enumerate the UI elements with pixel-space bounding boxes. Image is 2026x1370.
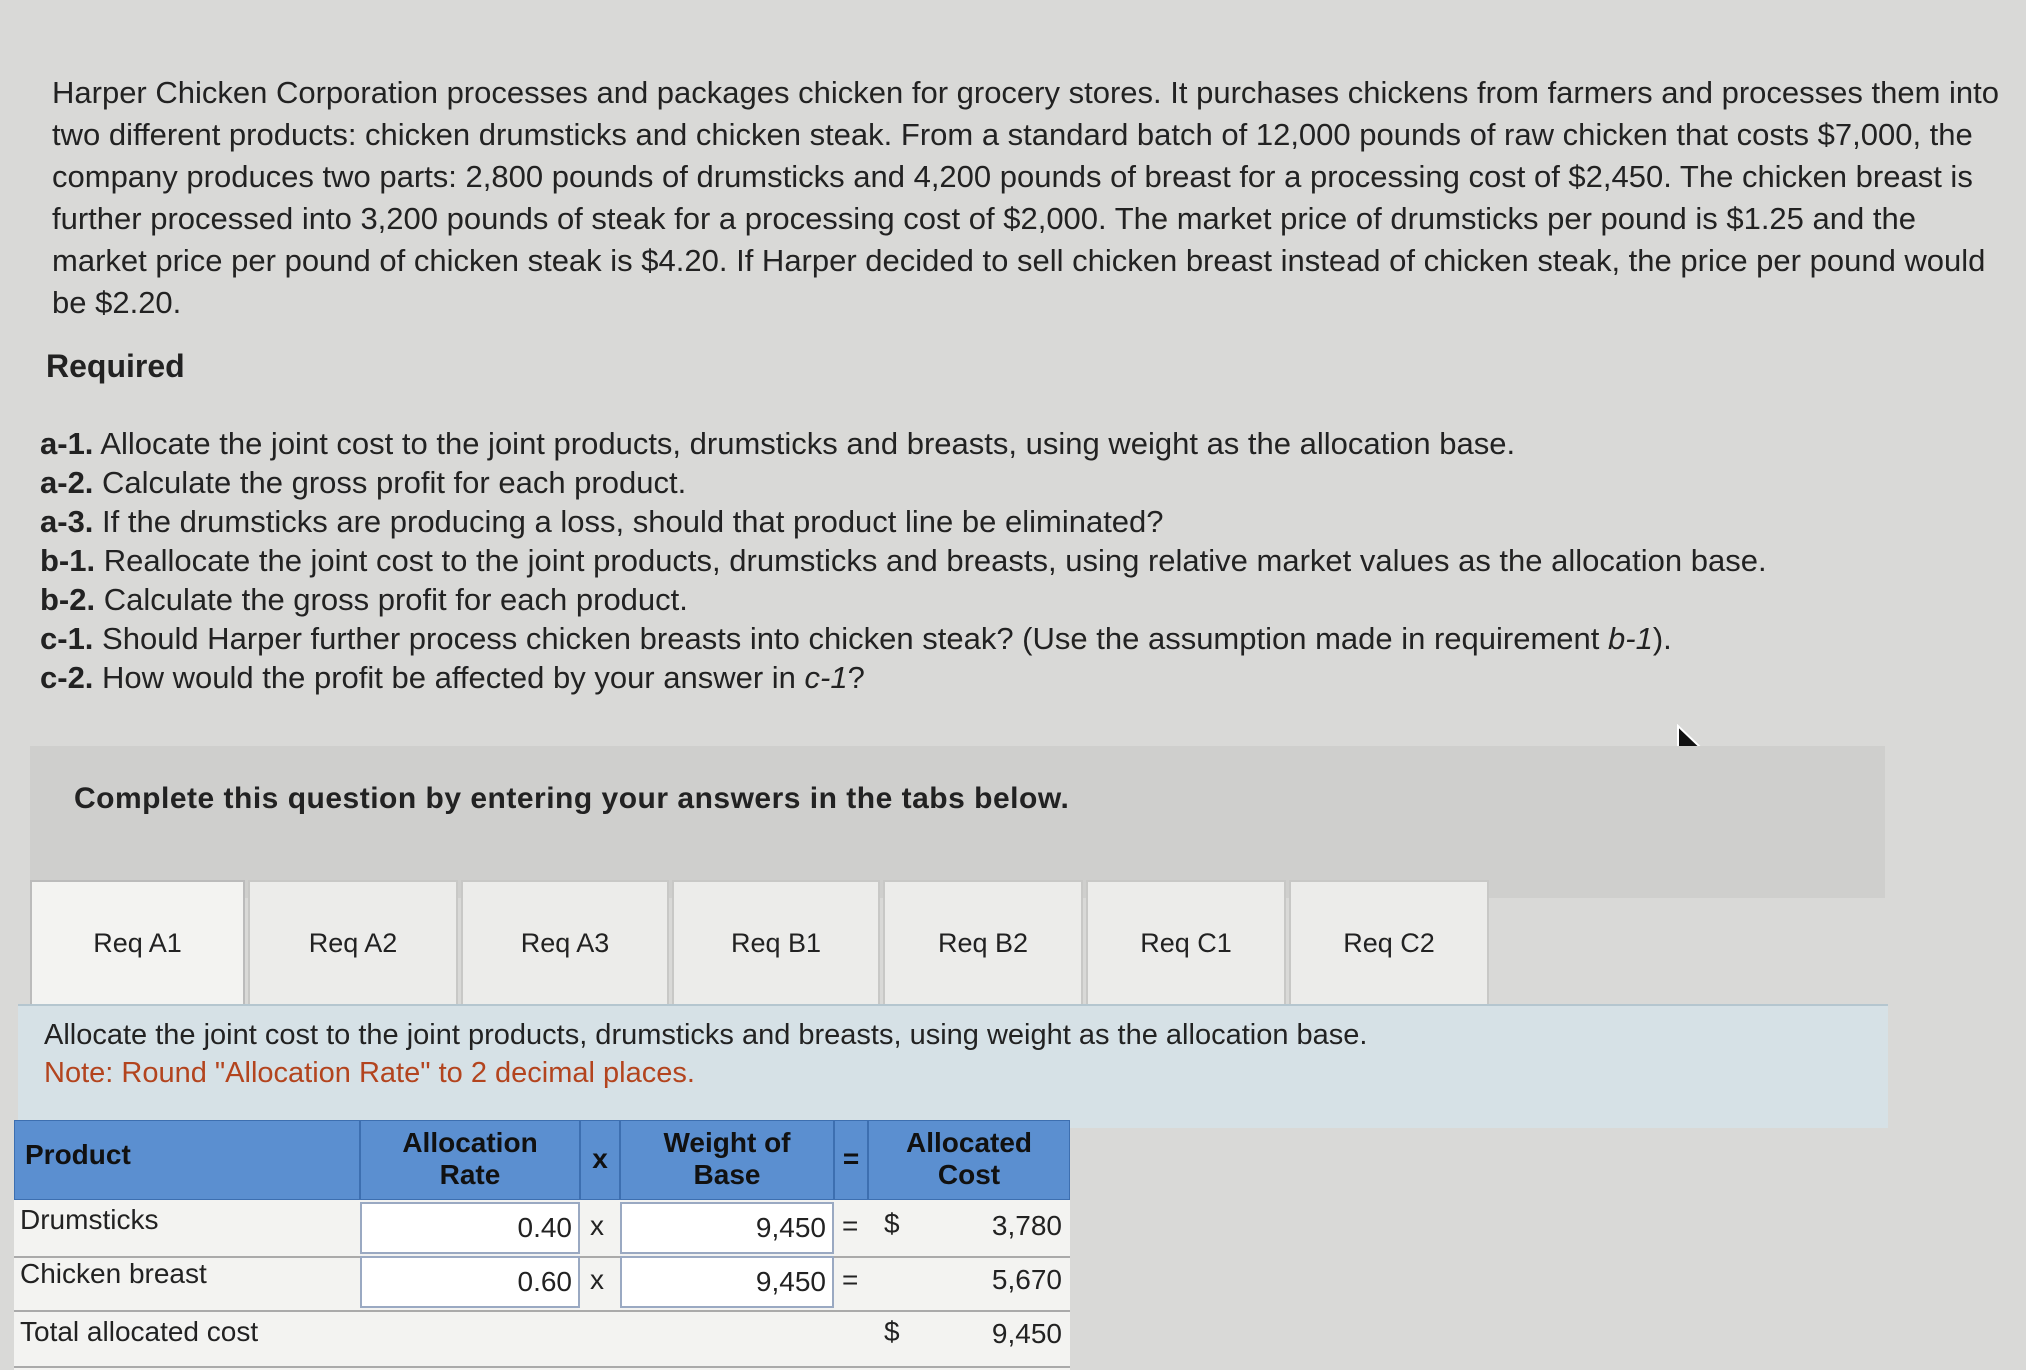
requirement-tail: ?	[847, 660, 865, 695]
row-divider	[14, 1366, 1070, 1368]
tab-req-a2[interactable]	[248, 880, 458, 1004]
times-operator: x	[590, 1264, 604, 1295]
row-product-drumsticks: Drumsticks	[20, 1204, 159, 1235]
tab-label: Req A1	[93, 927, 182, 958]
tab-bar	[30, 880, 1885, 1004]
problem-text: Harper Chicken Corporation processes and packages chicken for grocery stores. It purchases chickens from farmers and processes them into two different products: chicken drumsticks and chicken steak. From a standard batch of 12,000 pounds of raw chicken that costs $7,000, the company produces two parts: 2,800 pounds of drumsticks and 4,200 pounds of breast for a processing cost of $2,450. The chicken breast is further processed into 3,200 pounds of steak for a processing cost of $2,000. The market price of drumsticks per pound is $1.25 and the market price per pound of chicken steak is $4.20. If Harper decided to sell chicken breast instead of chicken steak, the price per pound would be $2.20.	[52, 75, 1999, 320]
allocation-rate-input-chicken-breast[interactable]: 0.60	[360, 1256, 580, 1308]
row-divider	[14, 1310, 1070, 1312]
row-product-chicken-breast: Chicken breast	[20, 1258, 207, 1289]
tab-req-c2[interactable]	[1289, 880, 1489, 1004]
tab-label: Req A2	[308, 927, 398, 958]
tab-req-a1[interactable]	[30, 880, 245, 1004]
requirement-text: Calculate the gross profit for each product.	[103, 582, 688, 617]
allocation-rate-input-drumsticks[interactable]: 0.40	[360, 1202, 580, 1254]
weight-input-drumsticks[interactable]: 9,450	[620, 1202, 834, 1254]
requirement-item	[40, 580, 2000, 619]
panel-instruction: Allocate the joint cost to the joint products, drumsticks and breasts, using weight as the allocation base.	[44, 1019, 1368, 1051]
requirement-item	[40, 541, 2000, 580]
requirement-text: Allocate the joint cost to the joint products, drumsticks and breasts, using weight as the allocation base.	[100, 426, 1516, 461]
header-allocation-rate: Allocation Rate	[360, 1120, 580, 1200]
requirements-list	[40, 424, 2000, 697]
tab-req-a3[interactable]	[461, 880, 669, 1004]
requirement-item	[40, 424, 2000, 463]
tab-label: Req A3	[520, 927, 610, 958]
currency-symbol: $	[884, 1208, 900, 1239]
times-operator: x	[590, 1210, 604, 1241]
instruction-panel	[18, 1004, 1888, 1128]
weight-input-chicken-breast[interactable]: 9,450	[620, 1256, 834, 1308]
instructions-text: Complete this question by entering your answers in the tabs below.	[74, 782, 1070, 815]
requirement-tail: ).	[1652, 621, 1672, 656]
row-total-label: Total allocated cost	[20, 1316, 259, 1347]
currency-symbol: $	[884, 1316, 900, 1347]
requirement-label: c-1.	[40, 621, 94, 656]
requirement-label: a-3.	[40, 504, 94, 539]
allocated-cost-drumsticks: 3,780	[991, 1210, 1062, 1241]
header-weight-of-base: Weight of Base	[620, 1120, 834, 1200]
header-equals: =	[834, 1120, 868, 1200]
requirement-label: a-2.	[40, 465, 94, 500]
allocation-table	[14, 1120, 1070, 1370]
requirement-ref: b-1	[1608, 621, 1653, 656]
tab-label: Req B1	[730, 927, 822, 958]
requirement-label: c-2.	[40, 660, 94, 695]
requirement-text: Calculate the gross profit for each product.	[102, 465, 687, 500]
requirement-text: How would the profit be affected by your answer in	[102, 660, 805, 695]
instructions-bar	[30, 746, 1885, 898]
tab-req-b1[interactable]	[672, 880, 880, 1004]
tab-label: Req C2	[1343, 927, 1435, 958]
header-product: Product	[14, 1120, 360, 1200]
problem-statement	[52, 72, 2012, 324]
panel-note: Note: Round "Allocation Rate" to 2 decimal places.	[44, 1057, 695, 1089]
requirement-label: a-1.	[40, 426, 94, 461]
equals-operator: =	[842, 1264, 859, 1295]
equals-operator: =	[842, 1210, 859, 1241]
requirement-text: Reallocate the joint cost to the joint products, drumsticks and breasts, using relative market values as the allocation base.	[103, 543, 1767, 578]
tab-req-b2[interactable]	[883, 880, 1083, 1004]
total-allocated-cost: 9,450	[991, 1318, 1062, 1349]
requirement-item	[40, 502, 2000, 541]
requirement-item	[40, 463, 2000, 502]
header-allocated-cost: Allocated Cost	[868, 1120, 1070, 1200]
requirement-ref: c-1	[804, 660, 848, 695]
requirement-label: b-1.	[40, 543, 96, 578]
requirement-item	[40, 619, 2000, 658]
requirement-text: Should Harper further process chicken breasts into chicken steak? (Use the assumption made in requirement	[102, 621, 1609, 656]
requirement-label: b-2.	[40, 582, 96, 617]
requirement-text: If the drumsticks are producing a loss, should that product line be eliminated?	[102, 504, 1164, 539]
requirement-item	[40, 658, 2000, 697]
required-heading: Required	[46, 348, 185, 384]
header-times: x	[580, 1120, 620, 1200]
tab-label: Req C1	[1140, 927, 1232, 958]
tab-req-c1[interactable]	[1086, 880, 1286, 1004]
tab-label: Req B2	[937, 927, 1029, 958]
allocated-cost-chicken-breast: 5,670	[991, 1264, 1062, 1295]
